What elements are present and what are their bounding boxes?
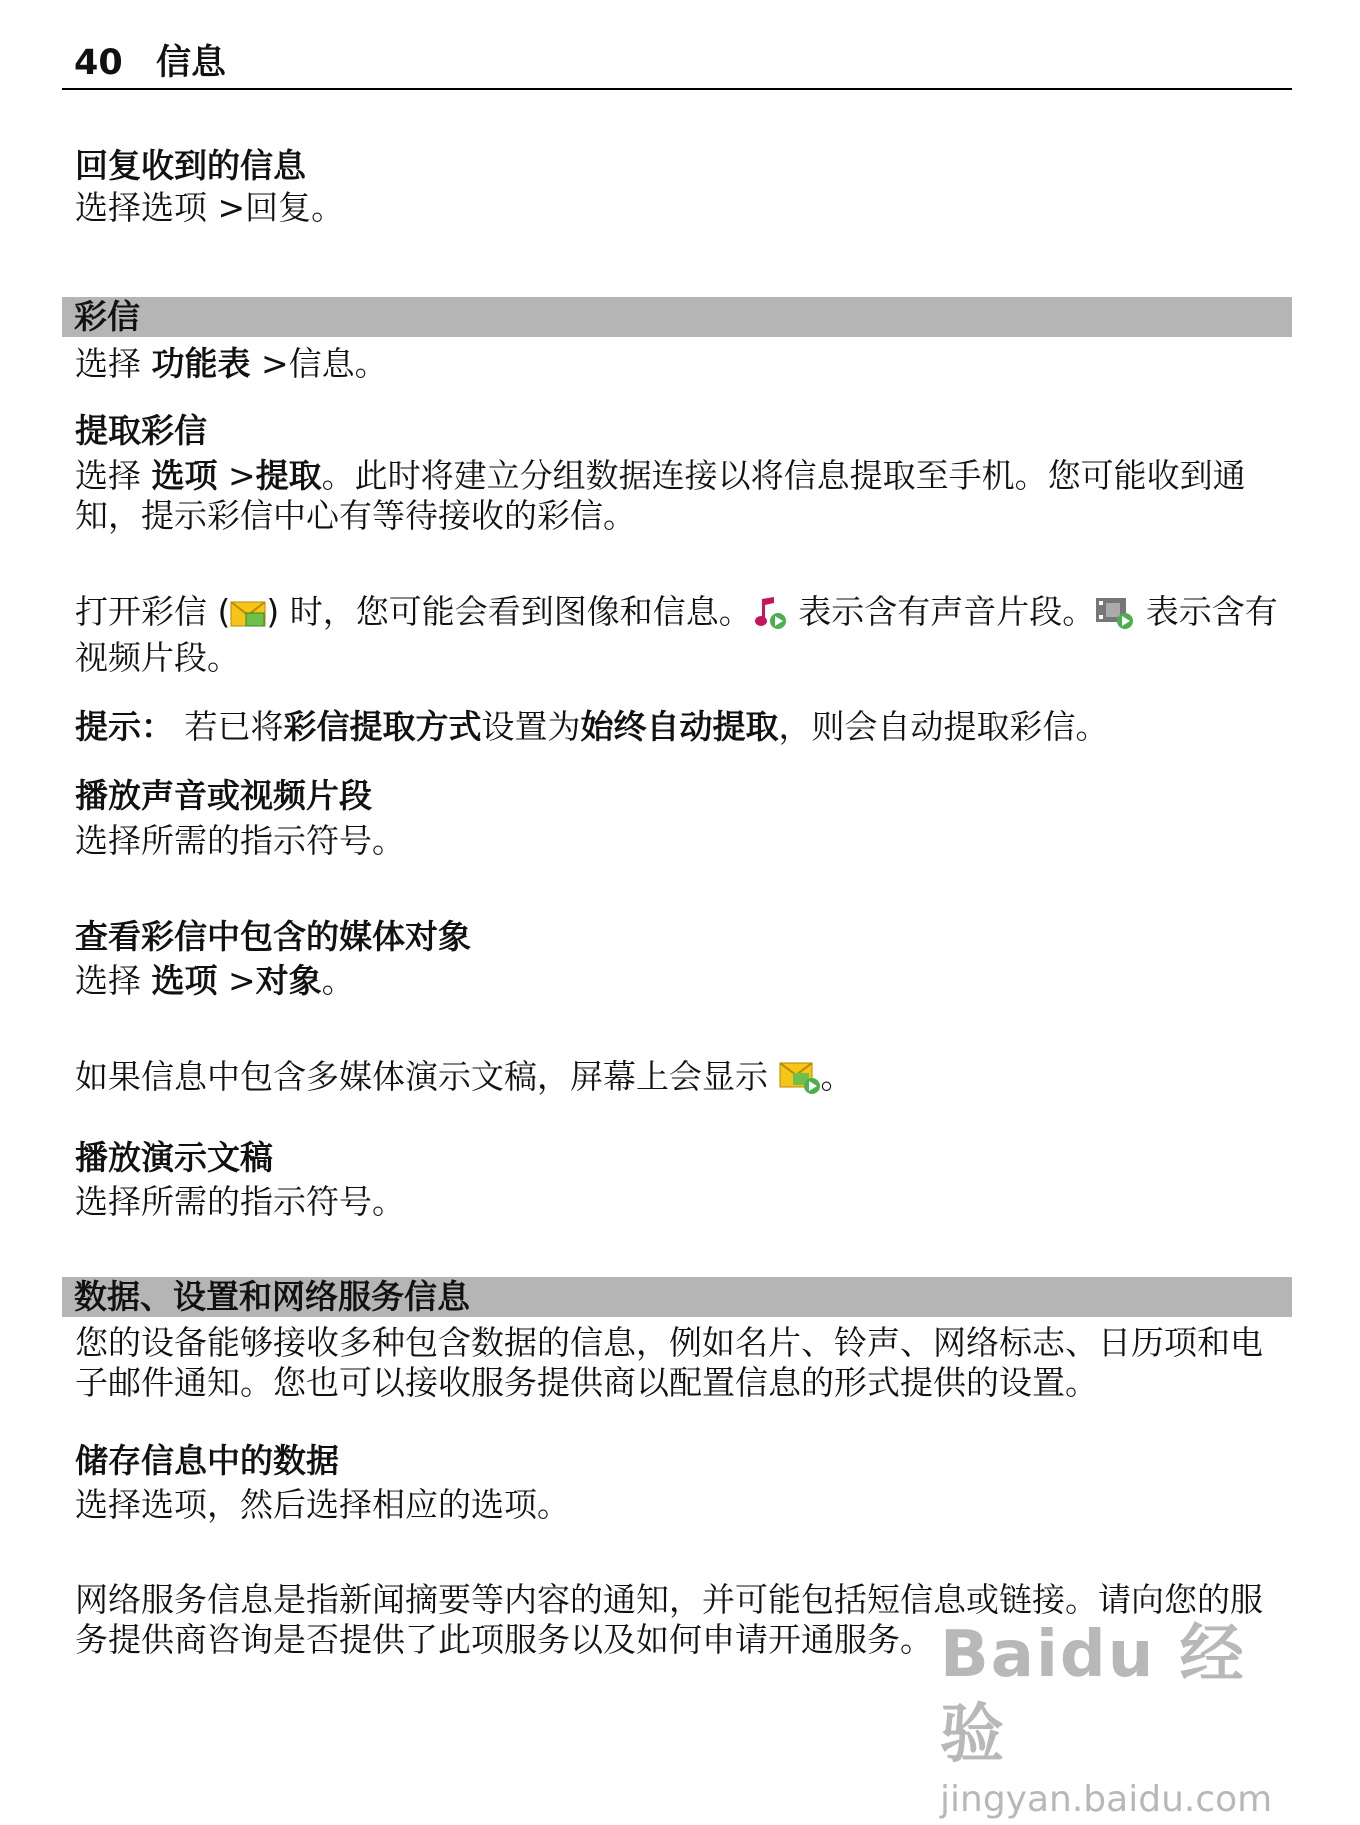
page-number: 40 (74, 43, 123, 83)
para-play-clip: 选择所需的指示符号。 (75, 821, 405, 860)
para-mms-select: 选择 功能表 >信息。 (75, 344, 388, 383)
heading-play-clip: 播放声音或视频片段 (75, 776, 372, 815)
heading-retrieve: 提取彩信 (75, 411, 207, 450)
section-bar-mms: 彩信 (62, 297, 1292, 337)
music-note-icon (752, 595, 788, 638)
heading-view-media: 查看彩信中包含的媒体对象 (75, 917, 471, 956)
page-header (62, 40, 1292, 90)
heading-store: 储存信息中的数据 (75, 1441, 339, 1480)
chapter-title: 信息 (156, 43, 227, 83)
tip-label: 提示： (75, 707, 174, 746)
section-bar-data: 数据、设置和网络服务信息 (62, 1277, 1292, 1317)
para-tip: 提示： 若已将彩信提取方式设置为始终自动提取，则会自动提取彩信。 (75, 707, 1109, 746)
presentation-icon (779, 1060, 821, 1103)
mms-envelope-icon (230, 598, 266, 638)
heading-play-presentation: 播放演示文稿 (75, 1138, 273, 1177)
watermark-url: jingyan.baidu.com (940, 1779, 1273, 1820)
watermark-logo: Baidu 经验 (940, 1618, 1246, 1772)
baidu-watermark (940, 1615, 1290, 1820)
para-presentation: 如果信息中包含多媒体演示文稿，屏幕上会显示 。 (75, 1057, 1290, 1103)
para-data: 您的设备能够接收多种包含数据的信息，例如名片、铃声、网络标志、日历项和电子邮件通知。您也可以接收服务提供商以配置信息的形式提供的设置。 (75, 1323, 1263, 1402)
video-clip-icon (1095, 595, 1135, 638)
para-view-media: 选择 选项 >对象。 (75, 961, 355, 1000)
heading-reply: 回复收到的信息 (75, 146, 306, 185)
para-retrieve: 选择 选项 >提取。此时将建立分组数据连接以将信息提取至手机。您可能收到通知，提示彩信中心有等待接收的彩信。 (75, 456, 1246, 535)
para-play-presentation: 选择所需的指示符号。 (75, 1182, 405, 1221)
para-web-service: 网络服务信息是指新闻摘要等内容的通知，并可能包括短信息或链接。请向您的服务提供商咨询是否提供了此项服务以及如何申请开通服务。 (75, 1580, 1263, 1659)
para-reply: 选择选项 >回复。 (75, 188, 345, 227)
para-open-mms: 打开彩信 ( ) 时，您可能会看到图像和信息。 表示含有声音片段。 表示含有视频片段。 (75, 592, 1278, 677)
para-store: 选择选项，然后选择相应的选项。 (75, 1485, 570, 1524)
